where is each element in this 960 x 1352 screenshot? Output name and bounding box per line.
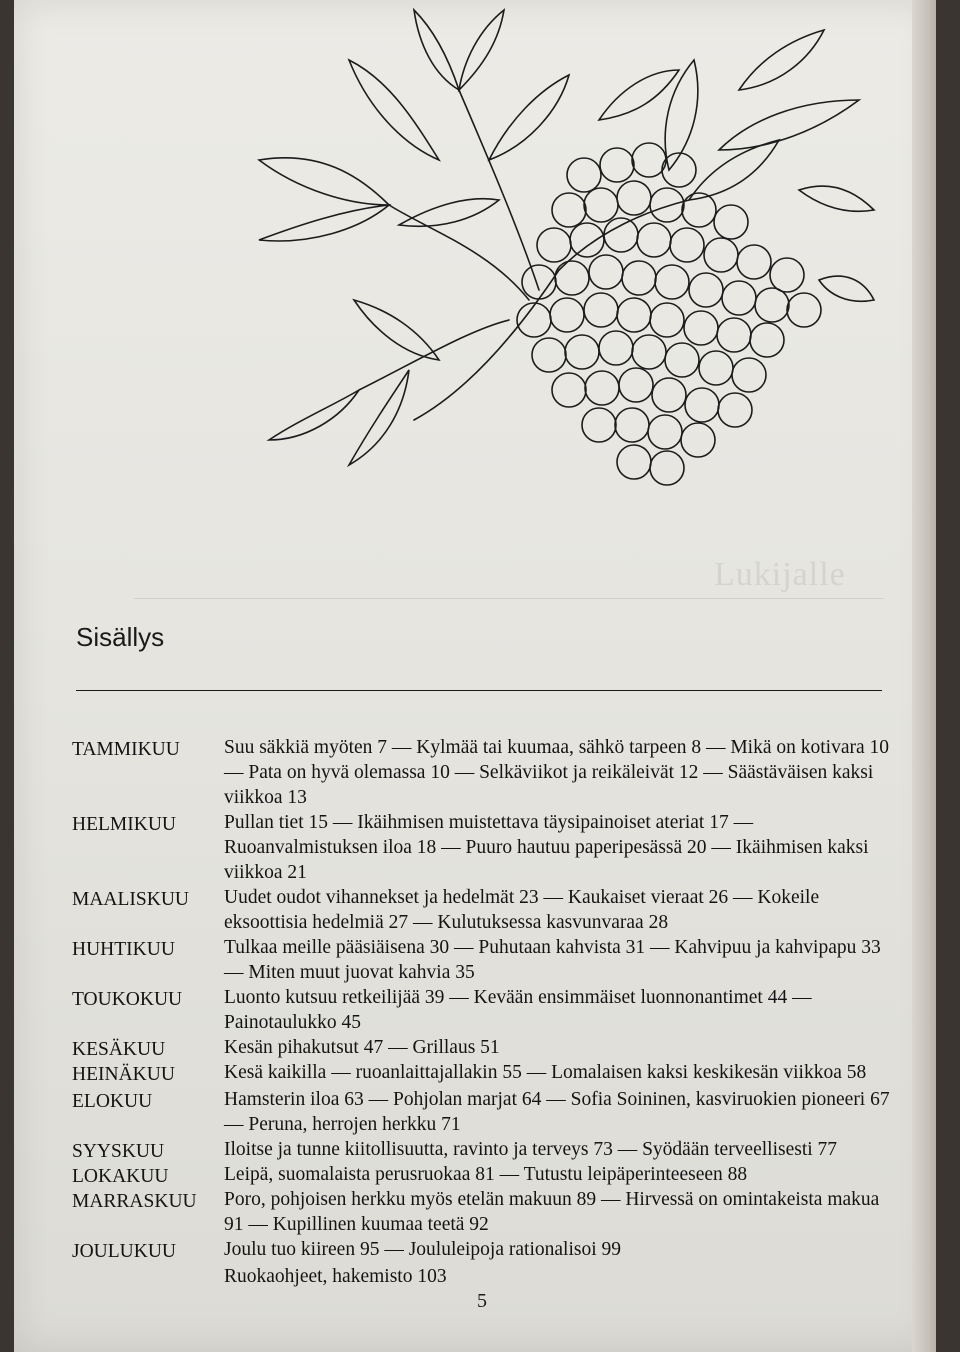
leaf-group — [259, 10, 874, 465]
toc-entry — [72, 1087, 902, 1137]
toc-entry — [72, 1035, 902, 1062]
toc-entry — [72, 1237, 902, 1264]
toc-items: Poro, pohjoisen herkku myös etelän makuun 89 — Hirvessä on omintakeista makua 91 — Kupillinen kuumaa teetä 92 — [224, 1189, 880, 1235]
toc-items: Uudet oudot vihannekset ja hedelmät 23 — Kaukaiset vieraat 26 — Kokeile eksoottisia hedelmiä 27 — Kulutuksessa kasvunvaraa 28 — [224, 887, 820, 933]
page-number: 5 — [477, 1290, 487, 1312]
toc-items: Tulkaa meille pääsiäisena 30 — Puhutaan kahvista 31 — Kahvipuu ja kahvipapu 33 — Miten muut juovat kahvia 35 — [224, 937, 881, 983]
toc-items: Luonto kutsuu retkeilijää 39 — Kevään ensimmäiset luonnonantimet 44 — Painotaulukko 45 — [224, 987, 812, 1033]
rowan-berry-illustration — [239, 0, 879, 500]
toc-month: HELMIKUU — [72, 814, 176, 835]
toc-month: MARRASKUU — [72, 1191, 197, 1212]
toc-entry — [72, 1060, 902, 1087]
toc-month: HEINÄKUU — [72, 1064, 175, 1085]
berry-cluster — [517, 143, 821, 485]
toc-items: Hamsterin iloa 63 — Pohjolan marjat 64 — Sofia Soininen, kasviruokien pioneeri 67 — Peruna, herrojen herkku 71 — [224, 1089, 890, 1135]
toc-month: JOULUKUU — [72, 1241, 176, 1262]
toc-items: Iloitse ja tunne kiitollisuutta, ravinto ja terveys 73 — Syödään terveellisesti 77 — [224, 1139, 838, 1160]
show-through-text: Lukijalle — [714, 556, 846, 593]
toc-entry — [72, 735, 902, 810]
toc-entry — [72, 1264, 902, 1289]
toc-items: Ruokaohjeet, hakemisto 103 — [224, 1266, 447, 1287]
toc-entry — [72, 985, 902, 1035]
toc-month — [72, 1264, 224, 1289]
show-through-rule — [134, 598, 884, 599]
toc-entry — [72, 885, 902, 935]
toc-month: HUHTIKUU — [72, 939, 175, 960]
toc-items: Kesä kaikilla — ruoanlaittajallakin 55 — Lomalaisen kaksi keskikesän viikkoa 58 — [224, 1062, 867, 1083]
toc-items: Suu säkkiä myöten 7 — Kylmää tai kuumaa, sähkö tarpeen 8 — Mikä on kotivara 10 — Pata on hyvä olemassa 10 — Selkäviikot ja reikäleivät 12 — Säästäväisen kaksi viikkoa 13 — [224, 737, 890, 808]
toc-month: TAMMIKUU — [72, 739, 180, 760]
toc-items: Pullan tiet 15 — Ikäihmisen muistettava täysipainoiset ateriat 17 — Ruoanvalmistuksen iloa 18 — Puuro hautuu paperipesässä 20 — Ikäihmisen kaksi viikkoa 21 — [224, 812, 869, 883]
table-of-contents — [72, 735, 902, 1289]
book-page — [14, 0, 936, 1352]
page-title: Sisällys — [76, 622, 165, 652]
toc-entry — [72, 1162, 902, 1189]
toc-items: Joulu tuo kiireen 95 — Joululeipoja rationalisoi 99 — [224, 1239, 621, 1260]
stem-lower-left — [359, 320, 509, 390]
stem-top — [459, 90, 539, 290]
toc-entry — [72, 1137, 902, 1164]
toc-entry — [72, 810, 902, 885]
toc-month: KESÄKUU — [72, 1039, 166, 1060]
toc-month: SYYSKUU — [72, 1141, 165, 1162]
toc-month: TOUKOKUU — [72, 989, 183, 1010]
main-stem — [414, 270, 559, 420]
toc-entry — [72, 1187, 902, 1237]
toc-month: ELOKUU — [72, 1091, 153, 1112]
toc-month: MAALISKUU — [72, 889, 189, 910]
heading-divider — [76, 690, 882, 691]
toc-entry — [72, 935, 902, 985]
toc-items: Kesän pihakutsut 47 — Grillaus 51 — [224, 1037, 500, 1058]
page-edge — [912, 0, 936, 1352]
toc-month: LOKAKUU — [72, 1166, 169, 1187]
toc-items: Leipä, suomalaista perusruokaa 81 — Tutustu leipäperinteeseen 88 — [224, 1164, 748, 1185]
